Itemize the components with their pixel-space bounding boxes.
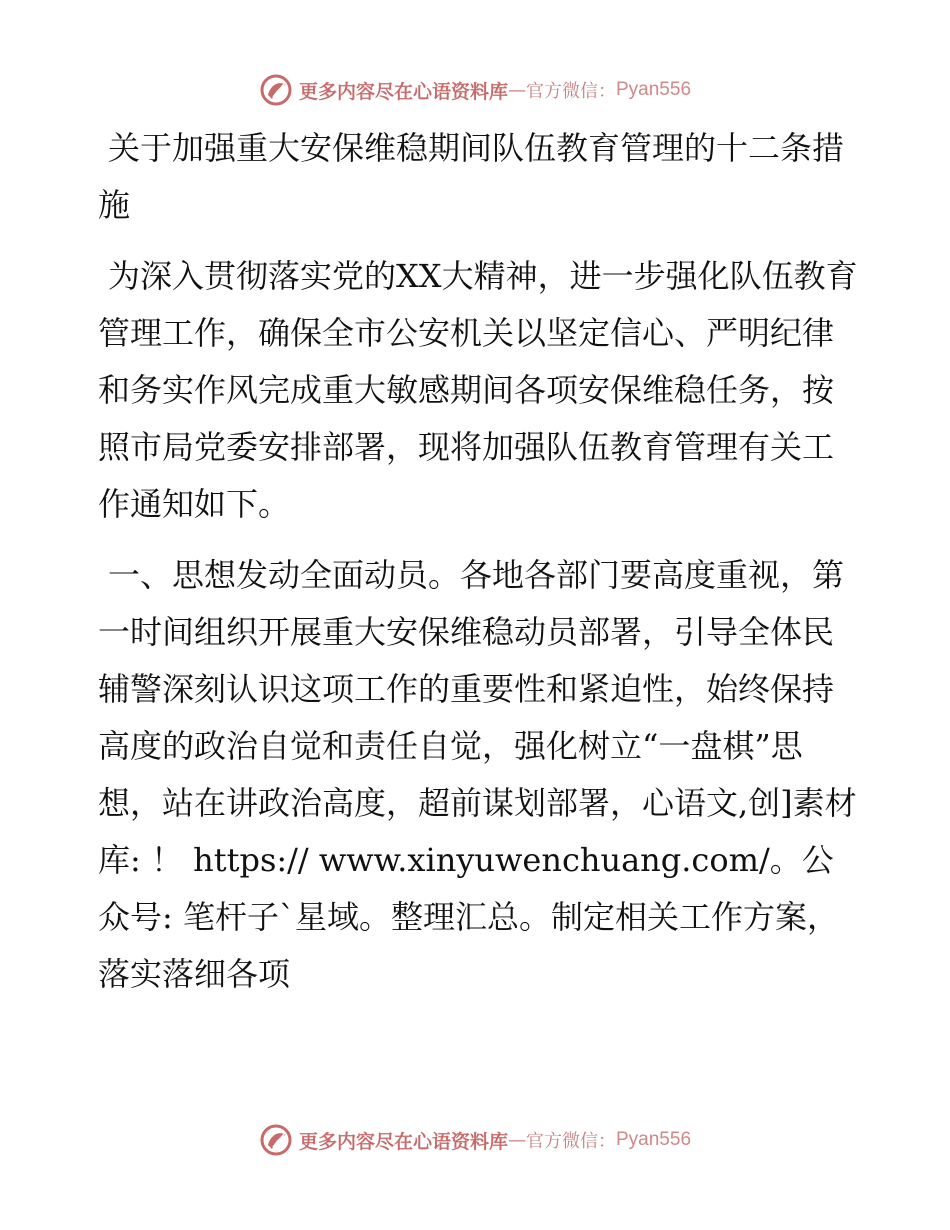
watermark-id: Pyan556 [616,79,692,100]
watermark-id: Pyan556 [616,1129,692,1150]
intro-paragraph: 为深入贯彻落实党的XX大精神，进一步强化队伍教育管理工作，确保全市公安机关以坚定信心、严明纪律和务实作风完成重大敏感期间各项安保维稳任务，按照市局党委安排部署，现将加强队伍教育管理有关工作通知如下。 [98,257,858,523]
document-body [98,120,858,1003]
watermark-dash: — [508,79,526,101]
watermark-main-text: 更多内容尽在心语资料库 [298,80,508,103]
document-title: 关于加强重大安保维稳期间队伍教育管理的十二条措施 [98,129,845,224]
watermark-sub-text: 官方微信： [526,81,616,102]
watermark-dash: — [508,1129,526,1151]
watermark-main-text: 更多内容尽在心语资料库 [298,1130,508,1153]
section-1-paragraph: 一、思想发动全面动员。各地各部门要高度重视，第一时间组织开展重大安保维稳动员部署，引导全体民辅警深刻认识这项工作的重要性和紧迫性，始终保持高度的政治自觉和责任自觉，强化树立“一盘棋”思想，站在讲政治高度，超前谋划部署，心语文,创]素材库: ！ https:// www.xinyuwenchuang.com/。公众号: 笔杆子`星域。整理汇总。制定相关工作方案，落实落细各项 [98,556,857,993]
header-watermark [0,70,950,110]
watermark-logo-icon [259,73,293,107]
watermark-sub-text: 官方微信： [526,1131,616,1152]
watermark-logo-icon [259,1123,293,1157]
footer-watermark [0,1120,950,1160]
